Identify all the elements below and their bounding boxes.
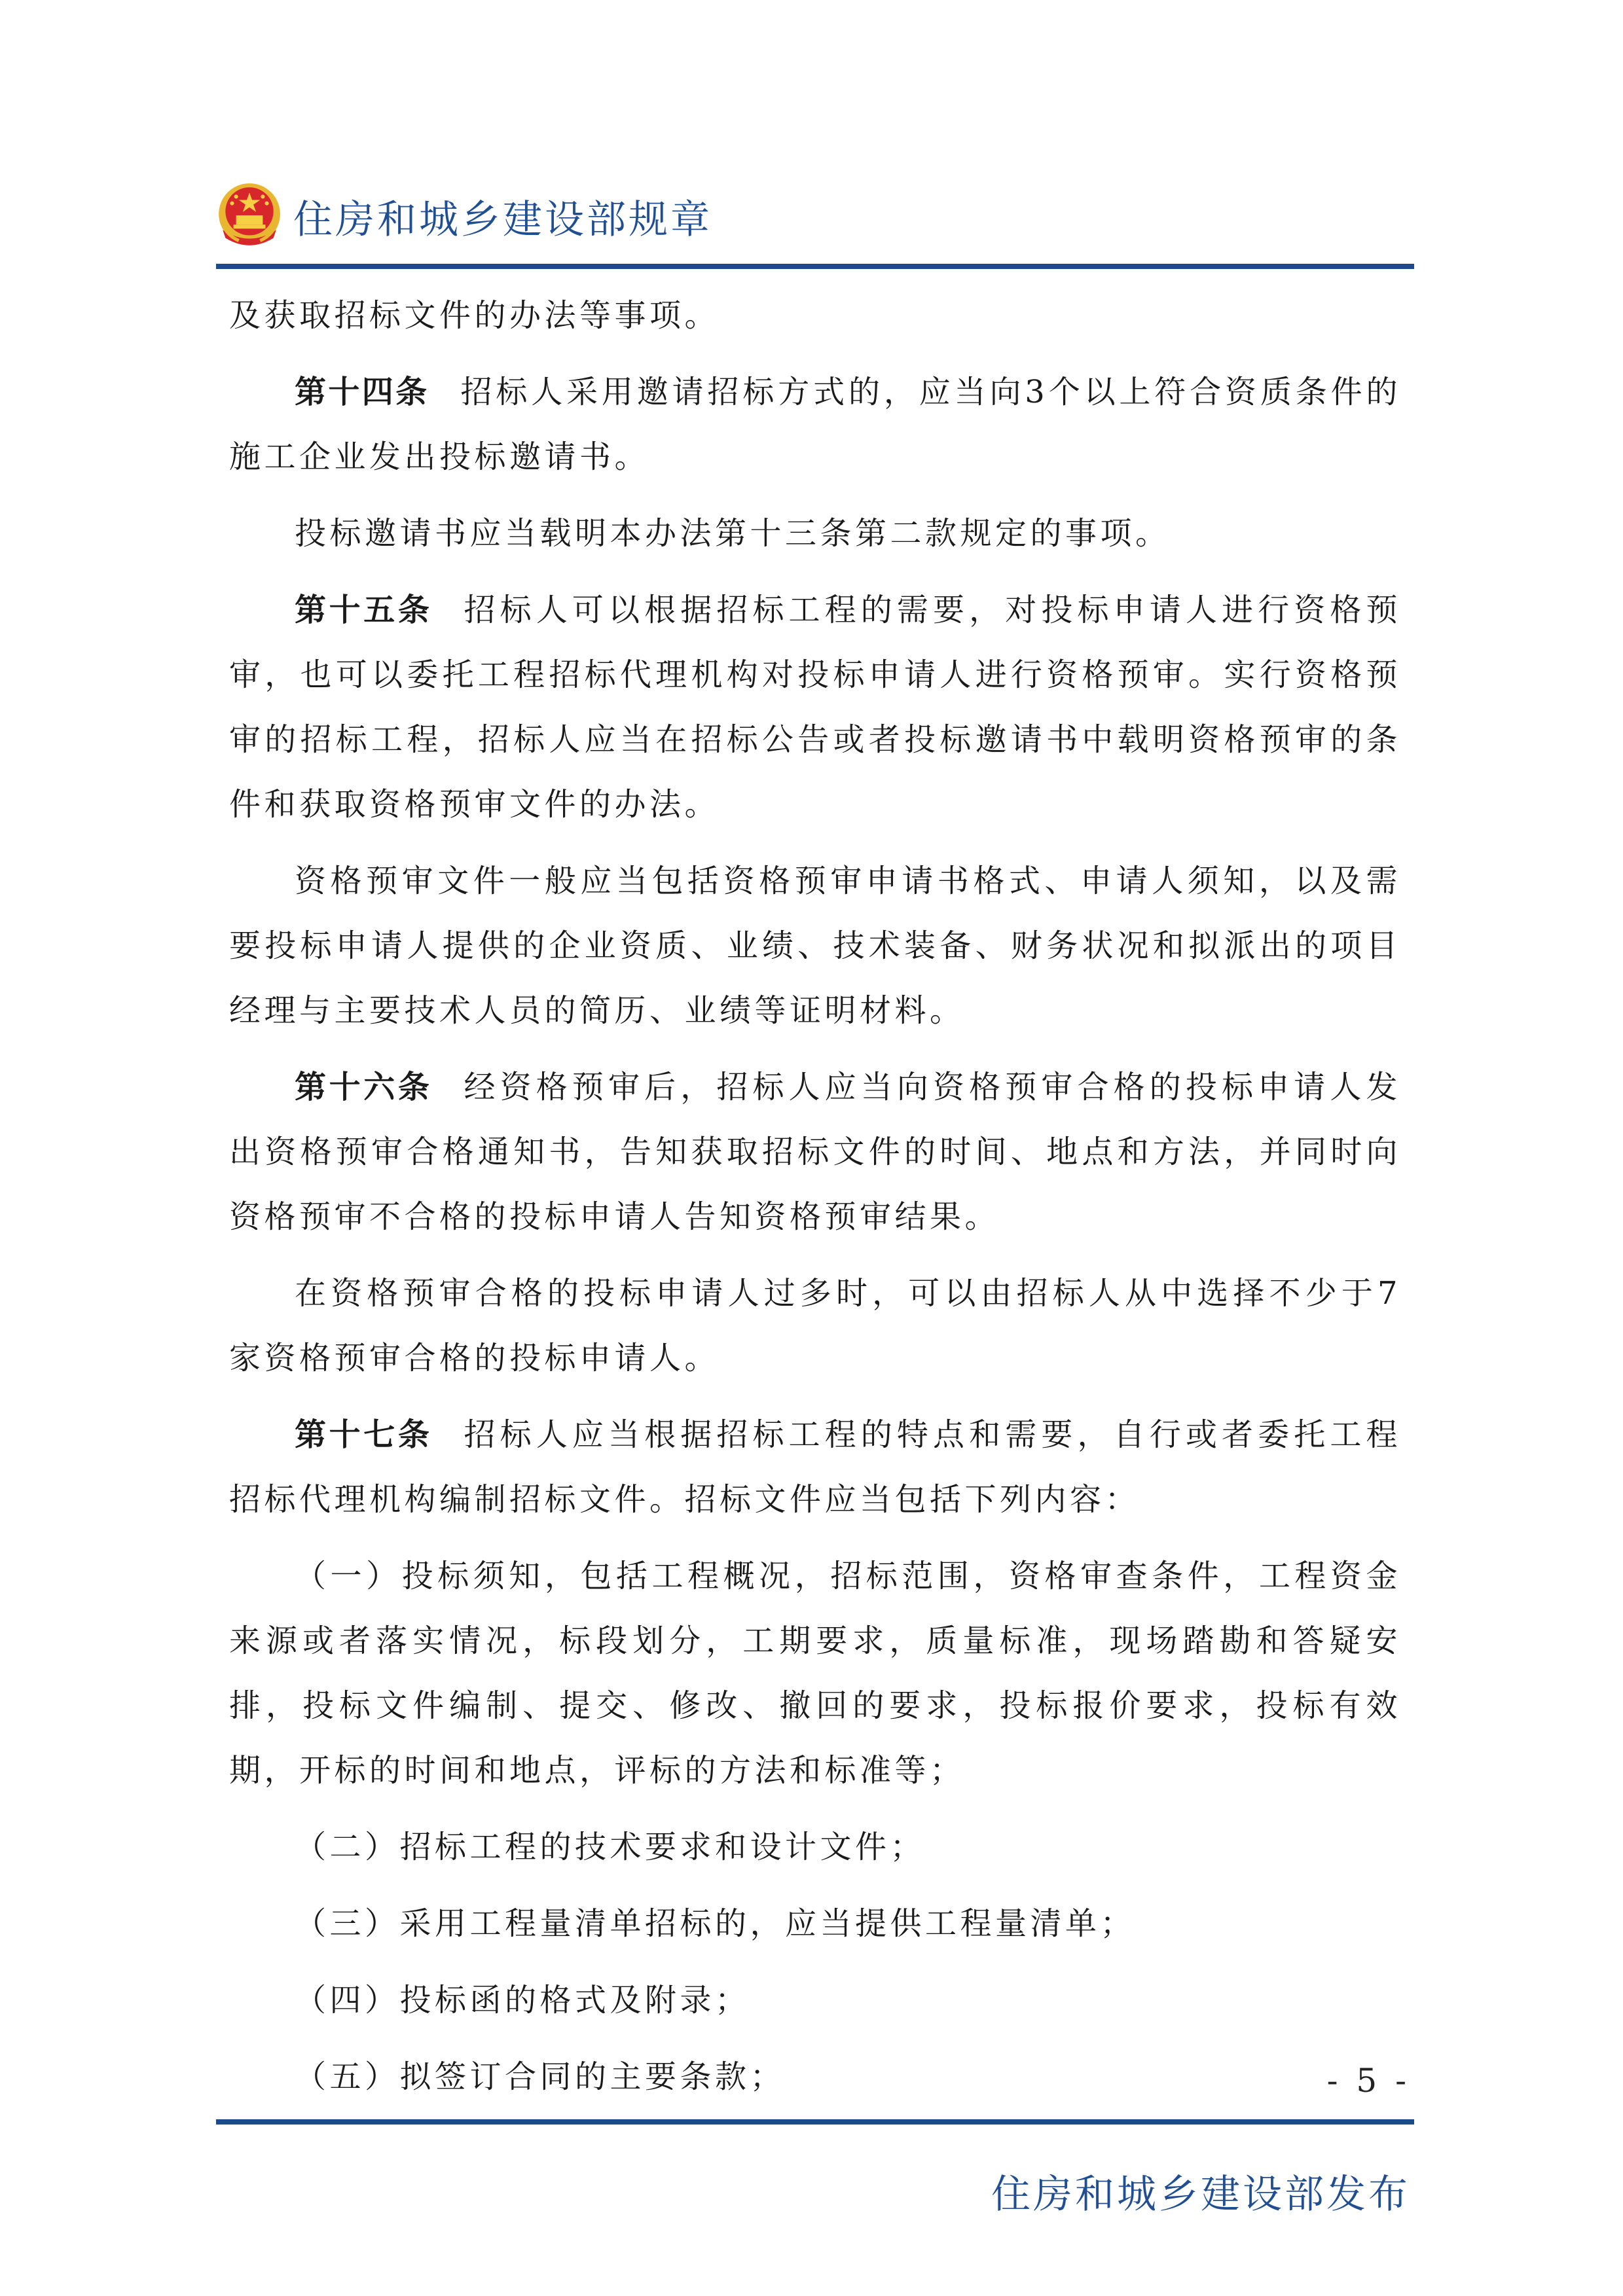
list-item: （一）投标须知，包括工程概况，招标范围，资格审查条件，工程资金来源或者落实情况，标段划分，工期要求，质量标准，现场踏勘和答疑安排，投标文件编制、提交、修改、撤回的要求，投标报价要求，投标有效期，开标的时间和地点，评标的方法和标准等；	[229, 1558, 1401, 1789]
article-14	[229, 360, 1401, 490]
list-item: （三）采用工程量清单招标的，应当提供工程量清单；	[295, 1905, 1136, 1942]
paragraph: 及获取招标文件的办法等事项。	[229, 297, 720, 334]
article-text: 招标人采用邀请招标方式的，应当向3个以上符合资质条件的施工企业发出投标邀请书。	[229, 374, 1401, 475]
document-body	[229, 283, 1401, 2121]
article-heading: 第十六条	[295, 1069, 433, 1105]
page-header	[216, 177, 1414, 262]
paragraph: 资格预审文件一般应当包括资格预审申请书格式、申请人须知，以及需要投标申请人提供的企业资质、业绩、技术装备、财务状况和拟派出的项目经理与主要技术人员的简历、业绩等证明材料。	[229, 863, 1401, 1029]
header-title: 住房和城乡建设部规章	[293, 197, 712, 243]
article-heading: 第十七条	[295, 1416, 433, 1453]
article-text: 经资格预审后，招标人应当向资格预审合格的投标申请人发出资格预审合格通知书，告知获取招标文件的时间、地点和方法，并同时向资格预审不合格的投标申请人告知资格预审结果。	[229, 1069, 1401, 1235]
article-17	[229, 1403, 1401, 1532]
page-number: - 5 -	[1326, 2062, 1410, 2100]
article-15	[229, 578, 1401, 837]
article-text: 招标人应当根据招标工程的特点和需要，自行或者委托工程招标代理机构编制招标文件。招标文件应当包括下列内容：	[229, 1416, 1401, 1518]
list-item: （五）拟签订合同的主要条款；	[295, 2058, 786, 2095]
article-heading: 第十四条	[295, 374, 429, 410]
paragraph: 在资格预审合格的投标申请人过多时，可以由招标人从中选择不少于7家资格预审合格的投标申请人。	[229, 1275, 1401, 1376]
list-item: （四）投标函的格式及附录；	[295, 1982, 750, 2018]
header-divider	[216, 264, 1414, 269]
article-16	[229, 1055, 1401, 1249]
list-item: （二）招标工程的技术要求和设计文件；	[295, 1829, 926, 1865]
footer-divider	[216, 2119, 1414, 2125]
article-heading: 第十五条	[295, 592, 433, 628]
paragraph: 投标邀请书应当载明本办法第十三条第二款规定的事项。	[295, 515, 1171, 552]
national-emblem-icon	[216, 181, 283, 251]
footer-publisher: 住房和城乡建设部发布	[991, 2172, 1410, 2217]
article-text: 招标人可以根据招标工程的需要，对投标申请人进行资格预审，也可以委托工程招标代理机构对投标申请人进行资格预审。实行资格预审的招标工程，招标人应当在招标公告或者投标邀请书中载明资格预审的条件和获取资格预审文件的办法。	[229, 592, 1401, 823]
